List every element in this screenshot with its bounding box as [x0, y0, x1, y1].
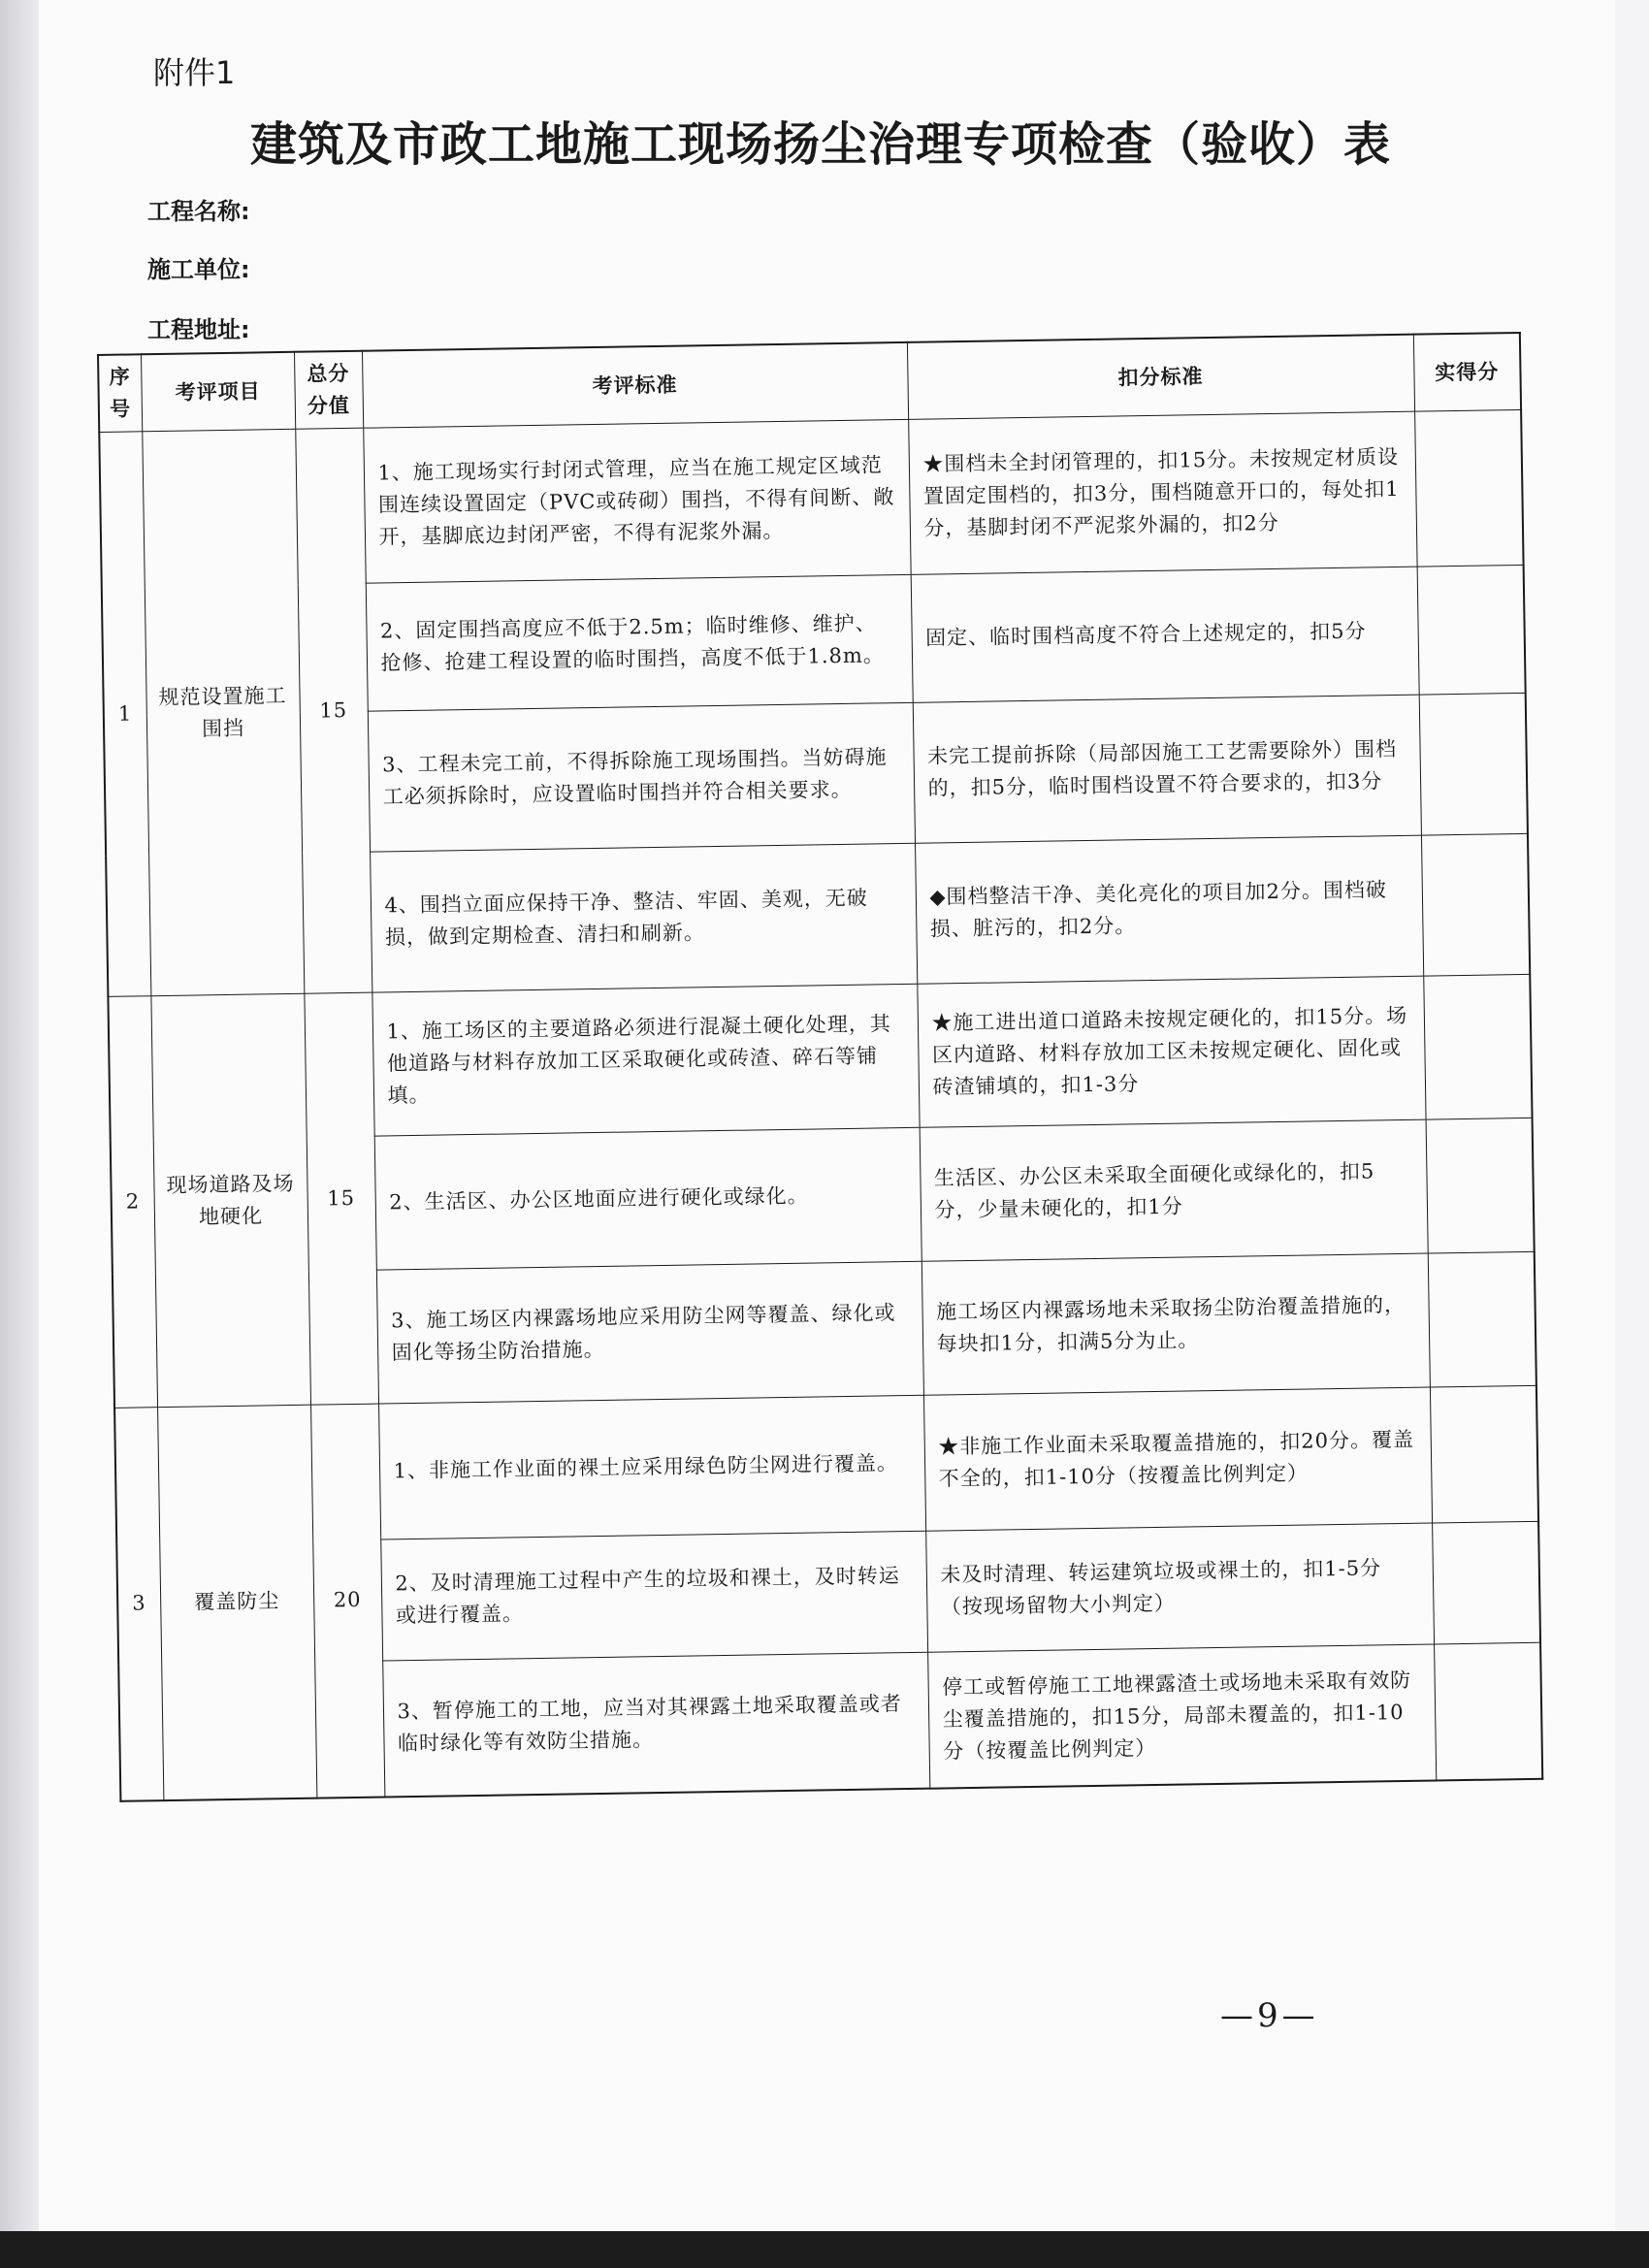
header-criteria: 考评标准 [362, 342, 908, 428]
page-number: —9— [1220, 1996, 1319, 2035]
table-row [114, 1385, 1538, 1543]
project-address-field: 工程地址: [147, 316, 250, 343]
deduction-cell: ◆围档整洁干净、美化亮化的项目加2分。围档破损、脏污的，扣2分。 [915, 835, 1423, 984]
actual-score-cell[interactable] [1419, 693, 1528, 835]
criteria-cell: 1、施工场区的主要道路必须进行混凝土硬化处理，其他道路与材料存放加工区采取硬化或砖渣、碎石等铺填。 [372, 984, 919, 1136]
actual-score-cell[interactable] [1428, 1251, 1536, 1387]
actual-score-cell[interactable] [1430, 1385, 1538, 1523]
group-seq: 1 [99, 432, 150, 997]
deduction-cell: 施工场区内裸露场地未采取扬尘防治覆盖措施的，每块扣1分，扣满5分为止。 [922, 1253, 1430, 1395]
document-title: 建筑及市政工地施工现场扬尘治理专项检查（验收）表 [250, 117, 1392, 172]
header-seq: 序号 [98, 354, 142, 432]
inspection-table [97, 332, 1543, 1801]
table-row [99, 409, 1523, 587]
criteria-cell: 2、生活区、办公区地面应进行硬化或绿化。 [374, 1127, 922, 1270]
actual-score-cell[interactable] [1426, 1118, 1535, 1253]
deduction-cell: 生活区、办公区未采取全面硬化或绿化的，扣5分，少量未硬化的，扣1分 [920, 1119, 1428, 1261]
header-total: 总分分值 [294, 351, 363, 430]
criteria-cell: 2、及时清理施工过程中产生的垃圾和裸土，及时转运或进行覆盖。 [380, 1531, 927, 1661]
header-actual: 实得分 [1413, 333, 1521, 411]
criteria-cell: 1、非施工作业面的裸土应采用绿色防尘网进行覆盖。 [378, 1395, 925, 1539]
group-item: 现场道路及场地硬化 [150, 993, 310, 1407]
table-row [108, 974, 1532, 1140]
actual-score-cell[interactable] [1432, 1521, 1540, 1644]
group-item: 覆盖防尘 [157, 1405, 316, 1799]
deduction-cell: 未及时清理、转运建筑垃圾或裸土的，扣1-5分（按现场留物大小判定） [925, 1523, 1434, 1652]
actual-score-cell[interactable] [1417, 565, 1526, 695]
criteria-cell: 3、暂停施工的工地，应当对其裸露土地采取覆盖或者临时绿化等有效防尘措施。 [382, 1652, 929, 1797]
group-seq: 2 [108, 996, 157, 1409]
group-total: 15 [295, 428, 372, 993]
actual-score-cell[interactable] [1434, 1642, 1542, 1780]
deduction-cell: 停工或暂停施工工地裸露渣土或场地未采取有效防尘覆盖措施的，扣15分，局部未覆盖的，扣1-10分（按覆盖比例判定） [927, 1644, 1436, 1788]
attachment-label: 附件1 [153, 54, 236, 91]
criteria-cell: 3、施工场区内裸露场地应采用防尘网等覆盖、绿化或固化等扬尘防治措施。 [376, 1261, 923, 1404]
actual-score-cell[interactable] [1421, 833, 1530, 976]
project-name-field: 工程名称: [147, 198, 250, 225]
group-seq: 3 [114, 1408, 163, 1801]
group-item: 规范设置施工围挡 [142, 429, 304, 995]
deduction-cell: ★围档未全封闭管理的，扣15分。未按规定材质设置固定围档的，扣3分，围档随意开口的，每处扣1分，基脚封闭不严泥浆外漏的，扣2分 [908, 411, 1416, 574]
criteria-cell: 2、固定围挡高度应不低于2.5m；临时维修、维护、抢修、抢建工程设置的临时围挡，高度不低于1.8m。 [366, 574, 913, 711]
group-total: 20 [310, 1404, 384, 1798]
deduction-cell: 未完工提前拆除（局部因施工工艺需要除外）围档的，扣5分，临时围档设置不符合要求的，扣3分 [913, 695, 1421, 843]
criteria-cell: 1、施工现场实行封闭式管理，应当在施工规定区域范围连续设置固定（PVC或砖砌）围挡，不得有间断、敞开，基脚底边封闭严密，不得有泥浆外漏。 [363, 419, 910, 583]
scan-edge-shadow [0, 0, 39, 2268]
construction-unit-field: 施工单位: [147, 256, 250, 283]
header-deduction: 扣分标准 [907, 335, 1414, 420]
deduction-cell: 固定、临时围档高度不符合上述规定的，扣5分 [911, 567, 1419, 702]
deduction-cell: ★施工进出道口道路未按规定硬化的，扣15分。场区内道路、材料存放加工区未按规定硬化、固化或砖渣铺填的，扣1-3分 [917, 976, 1425, 1127]
deduction-cell: ★非施工作业面未采取覆盖措施的，扣20分。覆盖不全的，扣1-10分（按覆盖比例判定） [923, 1387, 1432, 1531]
header-item: 考评项目 [141, 352, 295, 432]
actual-score-cell[interactable] [1423, 974, 1532, 1119]
group-total: 15 [304, 992, 378, 1405]
scan-bottom-edge [0, 2231, 1649, 2268]
actual-score-cell[interactable] [1414, 409, 1523, 567]
criteria-cell: 3、工程未完工前，不得拆除施工现场围挡。当妨碍施工必须拆除时，应设置临时围挡并符合相关要求。 [368, 702, 915, 852]
criteria-cell: 4、围挡立面应保持干净、整洁、牢固、美观，无破损，做到定期检查、清扫和刷新。 [370, 843, 917, 992]
